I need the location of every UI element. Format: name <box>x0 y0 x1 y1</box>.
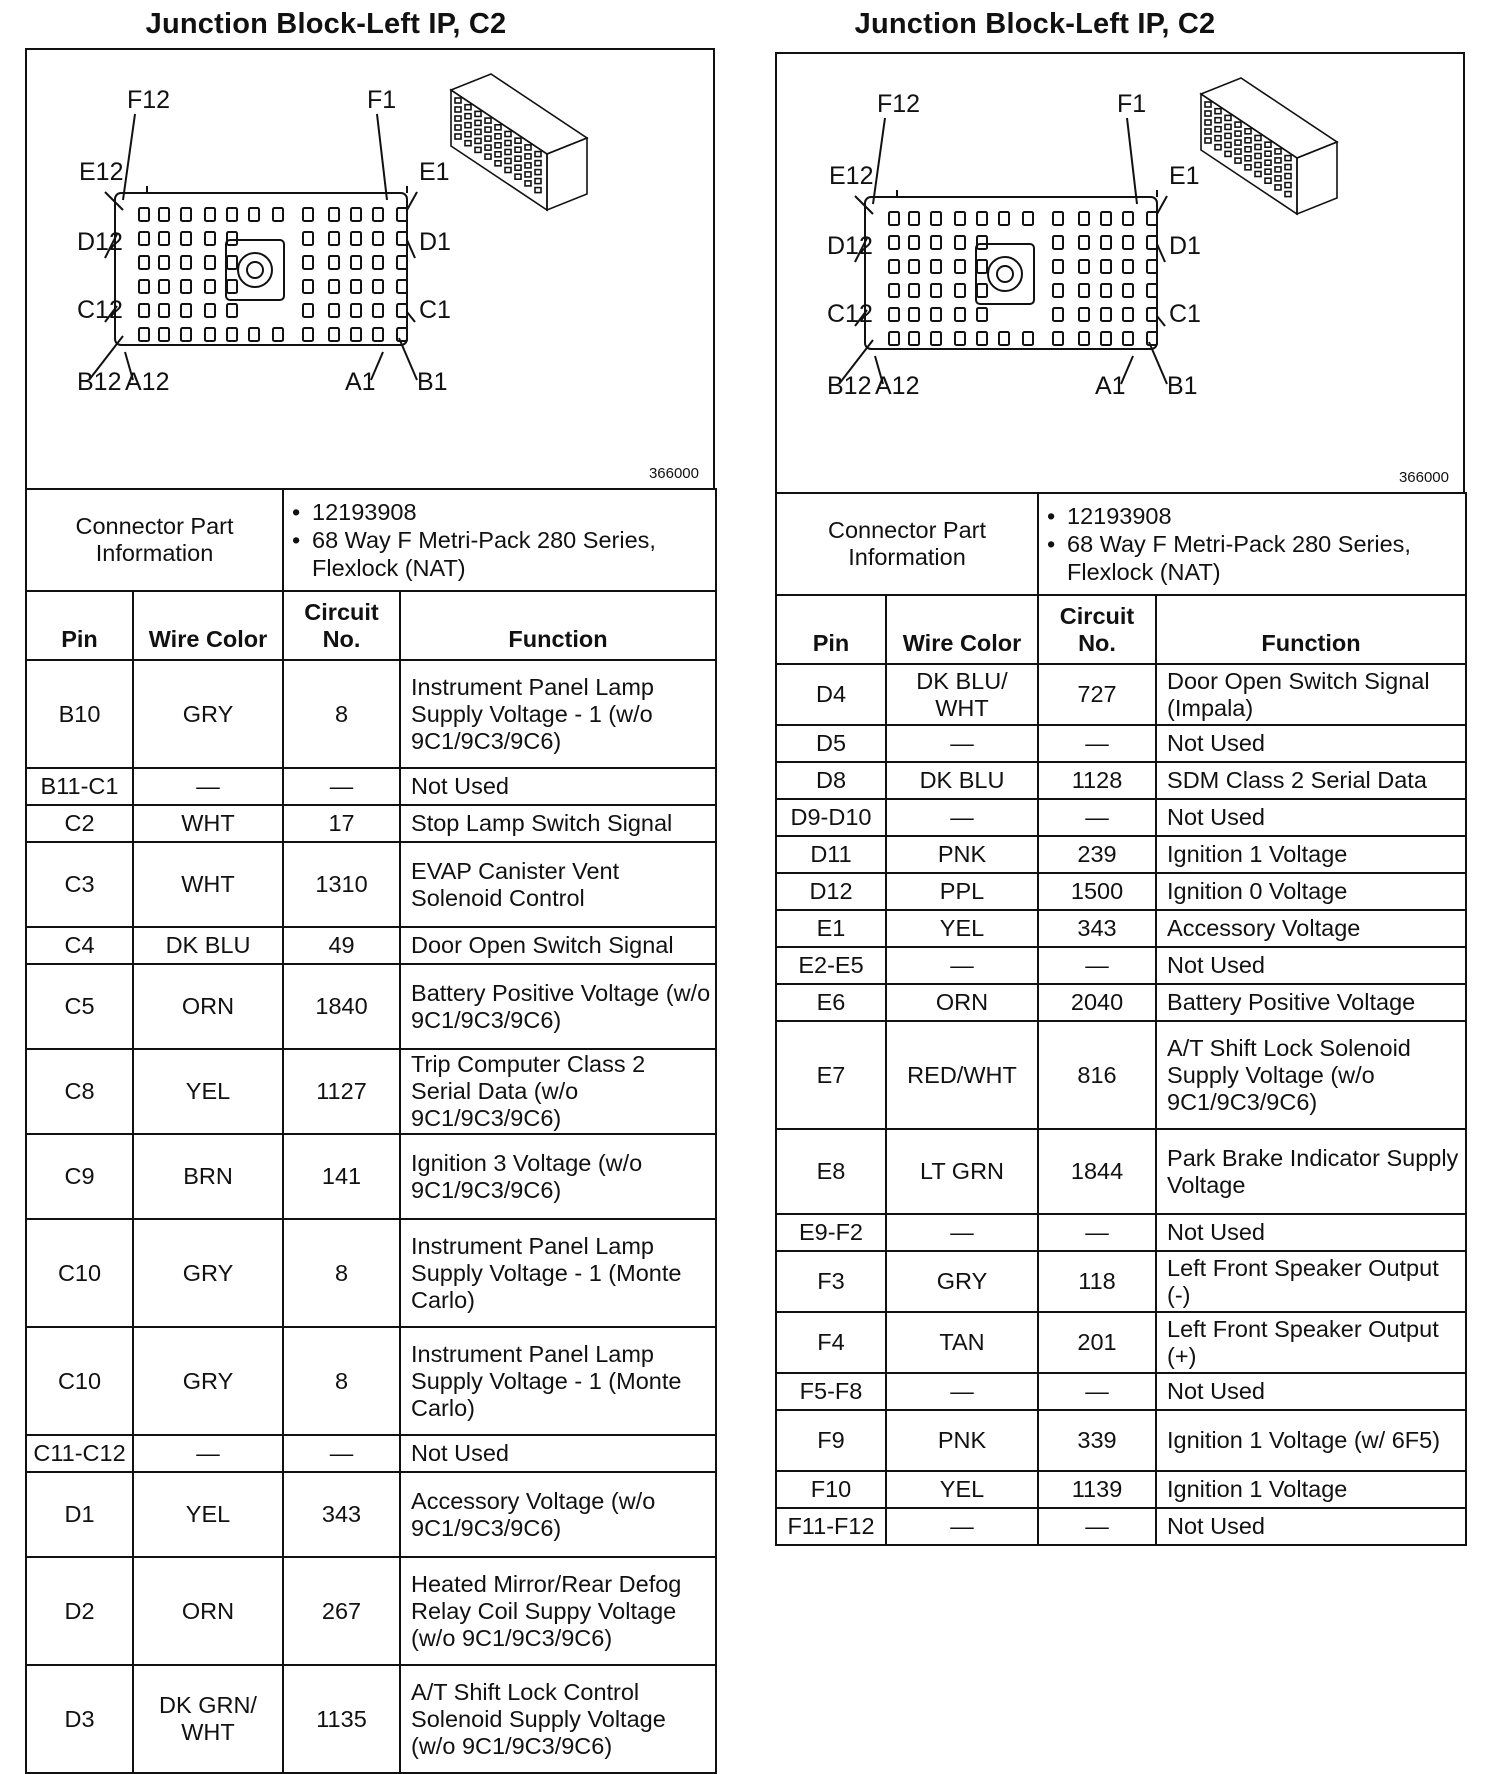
table-row <box>776 1410 1466 1471</box>
pin-position-label: E12 <box>79 158 124 186</box>
function-cell: Instrument Panel Lamp Supply Voltage - 1 (Monte Carlo) <box>400 1327 716 1435</box>
pin-cell: C10 <box>26 1327 133 1435</box>
connector-info-list <box>283 489 716 591</box>
table-row <box>776 664 1466 725</box>
table-row <box>26 842 716 927</box>
function-cell: Accessory Voltage (w/o 9C1/9C3/9C6) <box>400 1472 716 1557</box>
wire-color-cell: GRY <box>133 1219 283 1327</box>
table-row <box>26 1327 716 1435</box>
header-wire-color: Wire Color <box>133 591 283 660</box>
table-row <box>776 1021 1466 1129</box>
function-cell: Battery Positive Voltage <box>1156 984 1466 1021</box>
wire-color-cell: — <box>886 1373 1038 1410</box>
header-pin: Pin <box>776 595 886 664</box>
pin-position-label: B12 <box>77 368 122 396</box>
pin-cell: C8 <box>26 1049 133 1134</box>
wire-color-cell: PNK <box>886 1410 1038 1471</box>
connector-type: • 68 Way F Metri-Pack 280 Series, Flexlock (NAT) <box>1067 530 1461 586</box>
pin-position-label: C1 <box>419 296 451 324</box>
table-row <box>776 725 1466 762</box>
table-row <box>26 1557 716 1665</box>
table-body <box>776 664 1466 1545</box>
pin-cell: C9 <box>26 1134 133 1219</box>
pin-cell: E6 <box>776 984 886 1021</box>
function-cell: Park Brake Indicator Supply Voltage <box>1156 1129 1466 1214</box>
header-circuit: Circuit No. <box>1038 595 1156 664</box>
connector-info-label: Connector Part Information <box>776 493 1038 595</box>
function-cell: A/T Shift Lock Control Solenoid Supply Voltage (w/o 9C1/9C3/9C6) <box>400 1665 716 1773</box>
function-cell: Not Used <box>400 768 716 805</box>
wire-color-cell: YEL <box>886 910 1038 947</box>
pin-cell: E1 <box>776 910 886 947</box>
circuit-cell: 339 <box>1038 1410 1156 1471</box>
function-cell: Door Open Switch Signal <box>400 927 716 964</box>
pin-cell: D1 <box>26 1472 133 1557</box>
function-cell: Ignition 0 Voltage <box>1156 873 1466 910</box>
pinout-table <box>775 492 1467 1546</box>
function-cell: Trip Computer Class 2 Serial Data (w/o 9C1/9C3/9C6) <box>400 1049 716 1134</box>
wire-color-cell: RED/WHT <box>886 1021 1038 1129</box>
pin-position-label: A12 <box>125 368 170 396</box>
function-cell: Ignition 1 Voltage (w/ 6F5) <box>1156 1410 1466 1471</box>
function-cell: Ignition 1 Voltage <box>1156 836 1466 873</box>
function-cell: Not Used <box>1156 799 1466 836</box>
circuit-cell: 1135 <box>283 1665 400 1773</box>
part-number: • 12193908 <box>312 498 711 526</box>
pin-cell: D9-D10 <box>776 799 886 836</box>
table-row <box>776 1508 1466 1545</box>
pinout-table <box>25 488 717 1774</box>
pin-cell: D12 <box>776 873 886 910</box>
wire-color-cell: PNK <box>886 836 1038 873</box>
wire-color-cell: — <box>133 768 283 805</box>
pin-position-label: D12 <box>827 232 873 260</box>
circuit-cell: 1844 <box>1038 1129 1156 1214</box>
circuit-cell: 8 <box>283 660 400 768</box>
table-row <box>26 1435 716 1472</box>
function-cell: Instrument Panel Lamp Supply Voltage - 1 (w/o 9C1/9C3/9C6) <box>400 660 716 768</box>
function-cell: A/T Shift Lock Solenoid Supply Voltage (w/o 9C1/9C3/9C6) <box>1156 1021 1466 1129</box>
circuit-cell: 201 <box>1038 1312 1156 1373</box>
pin-position-label: C1 <box>1169 300 1201 328</box>
circuit-cell: 17 <box>283 805 400 842</box>
connector-isometric-view <box>451 74 587 210</box>
wire-color-cell: YEL <box>886 1471 1038 1508</box>
pin-position-label: C12 <box>77 296 123 324</box>
connector-info-row <box>776 493 1466 595</box>
part-number: • 12193908 <box>1067 502 1461 530</box>
function-cell: Not Used <box>1156 947 1466 984</box>
table-row <box>26 1472 716 1557</box>
circuit-cell: 49 <box>283 927 400 964</box>
pin-cell: F10 <box>776 1471 886 1508</box>
wire-color-cell: ORN <box>133 1557 283 1665</box>
function-cell: Instrument Panel Lamp Supply Voltage - 1 (Monte Carlo) <box>400 1219 716 1327</box>
table-row <box>26 660 716 768</box>
table-row <box>776 1312 1466 1373</box>
table-row <box>776 1251 1466 1312</box>
function-cell: Not Used <box>1156 725 1466 762</box>
circuit-cell: 1500 <box>1038 873 1156 910</box>
wire-color-cell: ORN <box>886 984 1038 1021</box>
wire-color-cell: WHT <box>133 842 283 927</box>
circuit-cell: 2040 <box>1038 984 1156 1021</box>
pin-cell: E2-E5 <box>776 947 886 984</box>
pin-position-label: A1 <box>345 368 376 396</box>
circuit-cell: 727 <box>1038 664 1156 725</box>
connector-face-drawing <box>777 54 1463 494</box>
circuit-cell: — <box>1038 1373 1156 1410</box>
pin-position-label: B1 <box>1167 372 1198 400</box>
pin-cell: F11-F12 <box>776 1508 886 1545</box>
circuit-cell: 816 <box>1038 1021 1156 1129</box>
connector-info-label: Connector Part Information <box>26 489 283 591</box>
table-row <box>776 1373 1466 1410</box>
table-header <box>776 595 1466 664</box>
table-row <box>776 762 1466 799</box>
pin-cell: D5 <box>776 725 886 762</box>
pin-position-label: A12 <box>875 372 920 400</box>
pin-cell: D11 <box>776 836 886 873</box>
function-cell: Not Used <box>1156 1214 1466 1251</box>
circuit-cell: 239 <box>1038 836 1156 873</box>
connector-isometric-view <box>1201 78 1337 214</box>
table-row <box>26 1219 716 1327</box>
header-function: Function <box>1156 595 1466 664</box>
panel-title: Junction Block-Left IP, C2 <box>145 8 507 40</box>
wire-color-cell: ORN <box>133 964 283 1049</box>
pin-position-label: D1 <box>1169 232 1201 260</box>
pin-cell: C5 <box>26 964 133 1049</box>
function-cell: Stop Lamp Switch Signal <box>400 805 716 842</box>
table-row <box>776 1471 1466 1508</box>
pin-position-label: E12 <box>829 162 874 190</box>
function-cell: SDM Class 2 Serial Data <box>1156 762 1466 799</box>
pin-cell: C10 <box>26 1219 133 1327</box>
circuit-cell: 1139 <box>1038 1471 1156 1508</box>
connector-type: • 68 Way F Metri-Pack 280 Series, Flexlock (NAT) <box>312 526 711 582</box>
table-row <box>776 910 1466 947</box>
wire-color-cell: YEL <box>133 1049 283 1134</box>
pin-cell: F9 <box>776 1410 886 1471</box>
pin-cell: F3 <box>776 1251 886 1312</box>
circuit-cell: — <box>283 768 400 805</box>
wire-color-cell: GRY <box>133 660 283 768</box>
table-row <box>26 1134 716 1219</box>
header-circuit: Circuit No. <box>283 591 400 660</box>
circuit-cell: — <box>283 1435 400 1472</box>
function-cell: Left Front Speaker Output (+) <box>1156 1312 1466 1373</box>
pin-position-label: A1 <box>1095 372 1126 400</box>
circuit-cell: — <box>1038 799 1156 836</box>
pin-cell: F4 <box>776 1312 886 1373</box>
pin-cell: D8 <box>776 762 886 799</box>
function-cell: Not Used <box>400 1435 716 1472</box>
panel-title: Junction Block-Left IP, C2 <box>854 8 1216 40</box>
wire-color-cell: DK GRN/ WHT <box>133 1665 283 1773</box>
wire-color-cell: TAN <box>886 1312 1038 1373</box>
wire-color-cell: — <box>886 1508 1038 1545</box>
connector-info-row <box>26 489 716 591</box>
function-cell: Battery Positive Voltage (w/o 9C1/9C3/9C6) <box>400 964 716 1049</box>
function-cell: Not Used <box>1156 1508 1466 1545</box>
table-row <box>26 1665 716 1773</box>
function-cell: Left Front Speaker Output (-) <box>1156 1251 1466 1312</box>
circuit-cell: 343 <box>283 1472 400 1557</box>
wire-color-cell: — <box>886 725 1038 762</box>
pin-cell: E9-F2 <box>776 1214 886 1251</box>
pin-cell: E8 <box>776 1129 886 1214</box>
table-row <box>776 836 1466 873</box>
table-row <box>26 768 716 805</box>
circuit-cell: 1127 <box>283 1049 400 1134</box>
table-row <box>776 873 1466 910</box>
circuit-cell: 141 <box>283 1134 400 1219</box>
circuit-cell: 1840 <box>283 964 400 1049</box>
wire-color-cell: WHT <box>133 805 283 842</box>
wire-color-cell: BRN <box>133 1134 283 1219</box>
pin-position-label: B1 <box>417 368 448 396</box>
table-row <box>776 799 1466 836</box>
pin-position-label: F1 <box>367 86 397 114</box>
circuit-cell: 8 <box>283 1219 400 1327</box>
wire-color-cell: DK BLU <box>886 762 1038 799</box>
pin-position-label: C12 <box>827 300 873 328</box>
pin-position-label: B12 <box>827 372 872 400</box>
circuit-cell: 343 <box>1038 910 1156 947</box>
pin-cell: B11-C1 <box>26 768 133 805</box>
circuit-cell: 1128 <box>1038 762 1156 799</box>
wire-color-cell: — <box>133 1435 283 1472</box>
pin-position-label: D12 <box>77 228 123 256</box>
function-cell: Door Open Switch Signal (Impala) <box>1156 664 1466 725</box>
table-body <box>26 660 716 1773</box>
table-row <box>776 984 1466 1021</box>
circuit-cell: — <box>1038 1508 1156 1545</box>
pin-cell: B10 <box>26 660 133 768</box>
table-row <box>26 1049 716 1134</box>
header-wire-color: Wire Color <box>886 595 1038 664</box>
wire-color-cell: — <box>886 1214 1038 1251</box>
circuit-cell: — <box>1038 947 1156 984</box>
circuit-cell: 118 <box>1038 1251 1156 1312</box>
wire-color-cell: DK BLU <box>133 927 283 964</box>
function-cell: Not Used <box>1156 1373 1466 1410</box>
wire-color-cell: GRY <box>886 1251 1038 1312</box>
table-row <box>26 927 716 964</box>
circuit-cell: — <box>1038 725 1156 762</box>
wire-color-cell: PPL <box>886 873 1038 910</box>
pin-cell: D3 <box>26 1665 133 1773</box>
connector-info-list <box>1038 493 1466 595</box>
function-cell: Heated Mirror/Rear Defog Relay Coil Suppy Voltage (w/o 9C1/9C3/9C6) <box>400 1557 716 1665</box>
pin-position-label: E1 <box>419 158 450 186</box>
pin-cell: C4 <box>26 927 133 964</box>
wire-color-cell: — <box>886 947 1038 984</box>
figure-number: 366000 <box>648 465 699 482</box>
connector-diagram <box>775 52 1465 494</box>
pin-cell: E7 <box>776 1021 886 1129</box>
pin-position-label: E1 <box>1169 162 1200 190</box>
function-cell: Accessory Voltage <box>1156 910 1466 947</box>
wire-color-cell: YEL <box>133 1472 283 1557</box>
table-row <box>776 1129 1466 1214</box>
function-cell: EVAP Canister Vent Solenoid Control <box>400 842 716 927</box>
pin-position-label: F12 <box>127 86 171 114</box>
function-cell: Ignition 1 Voltage <box>1156 1471 1466 1508</box>
pin-cell: C2 <box>26 805 133 842</box>
circuit-cell: — <box>1038 1214 1156 1251</box>
header-function: Function <box>400 591 716 660</box>
connector-face-drawing <box>27 50 713 490</box>
pin-position-label: D1 <box>419 228 451 256</box>
connector-diagram <box>25 48 715 490</box>
wire-color-cell: — <box>886 799 1038 836</box>
pin-position-label: F1 <box>1117 90 1147 118</box>
wire-color-cell: DK BLU/ WHT <box>886 664 1038 725</box>
wire-color-cell: GRY <box>133 1327 283 1435</box>
circuit-cell: 267 <box>283 1557 400 1665</box>
table-row <box>26 805 716 842</box>
circuit-cell: 1310 <box>283 842 400 927</box>
pin-cell: D4 <box>776 664 886 725</box>
table-row <box>26 964 716 1049</box>
table-row <box>776 947 1466 984</box>
function-cell: Ignition 3 Voltage (w/o 9C1/9C3/9C6) <box>400 1134 716 1219</box>
pin-cell: F5-F8 <box>776 1373 886 1410</box>
pin-cell: C3 <box>26 842 133 927</box>
pin-cell: C11-C12 <box>26 1435 133 1472</box>
wire-color-cell: LT GRN <box>886 1129 1038 1214</box>
pin-cell: D2 <box>26 1557 133 1665</box>
table-row <box>776 1214 1466 1251</box>
pin-position-label: F12 <box>877 90 921 118</box>
table-header <box>26 591 716 660</box>
header-pin: Pin <box>26 591 133 660</box>
circuit-cell: 8 <box>283 1327 400 1435</box>
figure-number: 366000 <box>1398 469 1449 486</box>
